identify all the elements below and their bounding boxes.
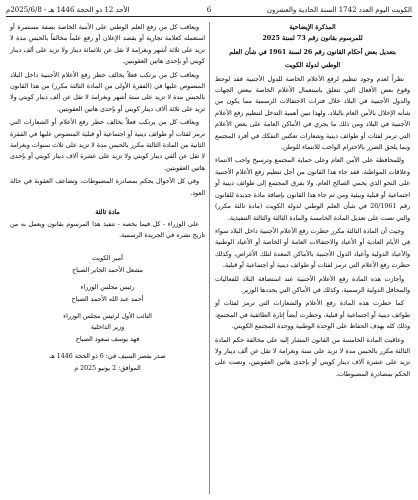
pm-name: أحمد عبد الله الأحمد الصباح <box>71 295 144 303</box>
column-divider <box>209 22 210 494</box>
memo-paragraph-4: وأجازت هذه المادة رفع الأعلام الأجنبية عند استضافة البلاد للفعاليات والمحافل الدولية الرسمية، وكذلك في الأماكن التي يحددها الوزير. <box>215 275 410 294</box>
page-header <box>6 4 412 17</box>
gazette-issue: الكويت اليوم العدد 1742 السنة الحادية والعشرون <box>266 6 412 14</box>
page-number: 6 <box>206 6 212 14</box>
article-3-title: مادة ثالثة <box>95 209 120 217</box>
article-3-text: على الوزراء - كل فيما يخصه - تنفيذ هذا المرسوم بقانون ويعمل به من تاريخ نشره في الجريدة الرسمية. <box>10 220 205 239</box>
left-column <box>10 22 205 374</box>
memo-paragraph-2: وللمحافظة على الأمن العام وعلى حماية المجتمع وترسيخ واجب الانتماء وعلاقات المواطنة، فقد جاء هذا القانون من أجل تنظيم رفع الأعلام الأجنبية على النحو الذي يحمي الصالح العام، ولا يفرق المجتمع إلى طوائف دينية أو اجتماعية أو قبلية وبيئية ومن ثم جاء هذا القانون بإضافة مادة جديدة للقانون رقم 26/1961 في شأن العلم الوطني لدولة الكويت (مادة ثالثة مكرر) والتي نصت على تعديل المادة الخامسة والمادة الثالثة والثالثة التنفيذية. <box>215 157 411 222</box>
memo-subtitle-3: الوطني لدولة الكويت <box>284 62 341 70</box>
law-paragraph-1: ويعاقب كل من رفع العلم الوطني على الأبنية الخاصة بصفة مستمرة أو استعمله كعلامة تجارية أو بقصد الإعلان أو رفع علماً مخالفاً بالحبس مدة لا تزيد على ثلاثة أشهر وبغرامة لا تقل عن ثلاثمائة دينار ولا تزيد على ألف دينار كويتي أو بإحدى هاتين العقوبتين. <box>10 24 205 66</box>
memo-paragraph-3: وحيث أن المادة الثالثة مكرر حظرت رفع الأعلام الأجنبية داخل البلاد سواء في الأيام العادية أو الأعياد والاحتفالات العامة أو الخاصة أو الأعياد الوطنية والأعياد الدولية وأعياد الدول الأجنبية بالأماكن المعدة لتلك الأغراض، وكذلك حظرت رفع الأعلام التي ترمز لفئات أو طوائف دينية أو اجتماعية أو قبلية. <box>215 227 410 270</box>
memo-paragraph-1: نظراً لعدم وجود تنظيم لرفع الأعلام الخاصة للدول الأجنبية فقد لوحظ وقوع بعض الأفعال التي تتعلق باستعمال الأعلام الخاصة ببعض الجهات والدول الأجنبية في البلاد خلال فترات الاحتفالات الرسمية مما يكون من شأنه الإخلال بالأمن العام بالبلاد، ولهذا تبين أهمية التدخل لتنظيم رفع الأعلام الأجنبية في البلاد ومن ذلك ما يجري في الأماكن العامة على بعض الأعلام التي ترمز لفئات أو طوائف دينية وشعارات تعكس التفكك في أفرد المجتمع وبما يلحق الضرر بالاحترام الواجب للانتماء للوطن. <box>215 75 410 152</box>
deputy-pm-subtitle: وزير الداخلية <box>90 324 125 332</box>
issued-gregorian-date: الموافق: 2 يونيو 2025 م <box>74 364 141 372</box>
memo-paragraph-6: وعاقبت المادة الخامسة من القانون المشار إليه على مخالفة حكم المادة الثالثة مكرر بالحبس مدة لا تزيد على سنة وبغرامة لا تقل عن ألف دينار ولا تزيد على عشرة آلاف دينار كويتي أو بإحدى هاتين العقوبتين، ونصت على الحكم بمصادرة المضبوطات. <box>215 336 410 378</box>
law-paragraph-4: وفي كل الأحوال يحكم بمصادرة المضبوطات، وتضاعف العقوبة في حالة العود. <box>10 178 205 197</box>
memo-paragraph-5: كما حظرت هذه المادة رفع الأعلام والشعارات التي ترمز لفئات أو طوائف دينية أو اجتماعية أو قبلية، وحظرت أيضاً إثارة الطائفية في المجتمع، وذلك كله بهدف الحفاظ على الوحدة الوطنية ووحدة المجتمع الكويتي. <box>215 300 410 331</box>
deputy-pm-title: النائب الأول لرئيس مجلس الوزراء <box>63 312 152 320</box>
pm-title: رئيس مجلس الوزراء <box>80 284 135 292</box>
amir-name: مشعل الأحمد الجابر الصباح <box>72 266 143 274</box>
amir-title: أمير الكويت <box>92 255 123 263</box>
deputy-pm-name: فهد يوسف سعود الصباح <box>75 335 140 343</box>
memo-subtitle-1: للمرسوم بقانون رقم 73 لسنة 2025 <box>262 35 363 43</box>
issued-place-date: صدر بقصر السيف في: 6 ذو الحجة 1446 هـ <box>49 353 166 361</box>
right-column <box>215 22 410 382</box>
issue-date: الأحد 12 ذو الحجة 1446 هـ - 2025/6/8م <box>6 6 130 14</box>
memo-title: المذكرة الإيضاحية <box>289 24 336 31</box>
memo-subtitle-2: بتعديل بعض أحكام القانون رقم 26 لسنة 1961 في شأن العلم <box>229 48 396 56</box>
law-paragraph-3: ويعاقب كل من يرتكب فعلاً يخالف حظر رفع الأعلام أو الشعارات التي ترمز لفئات أو طوائف دينية أو اجتماعية أو قبلية المنصوص عليها في الفقرة الثانية من المادة الثالثة مكرر بالحبس مدة لا تزيد على ثلاث سنوات وبغرامة لا تقل عن ألفي دينار كويتي ولا تزيد على عشرة آلاف دينار كويتي أو بإحدى هاتين العقوبتين. <box>10 119 205 172</box>
law-paragraph-2: ويعاقب كل من يرتكب فعلاً يخالف حظر رفع الأعلام الأجنبية داخل البلاد المنصوص عليها في (الفقرة الأولى من المادة الثالثة مكرر) من هذا القانون بالحبس مدة لا تزيد على ستة أشهر وبغرامة لا تقل عن ألف دينار كويتي ولا تزيد على ثلاثة آلاف دينار كويتي أو بإحدى هاتين العقوبتين. <box>10 71 205 113</box>
